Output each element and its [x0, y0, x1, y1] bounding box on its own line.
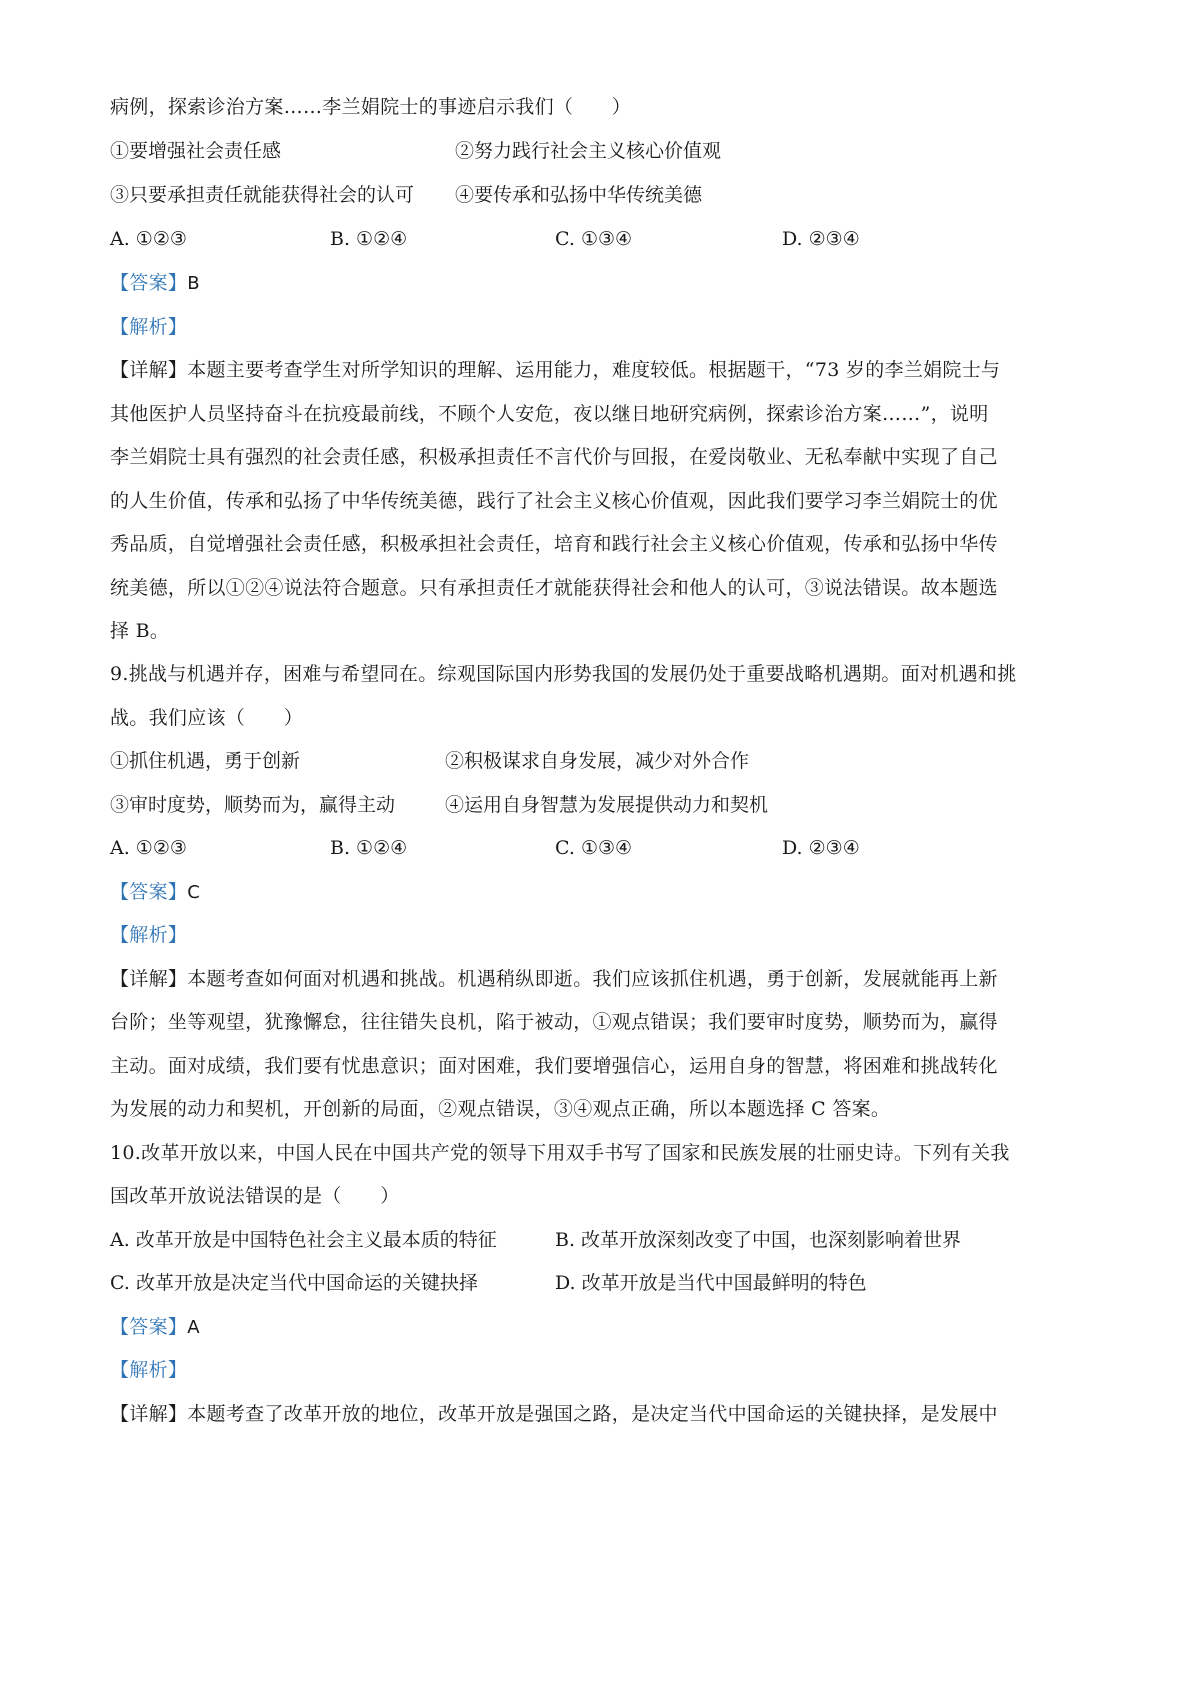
q9-answer [110, 878, 1100, 907]
q8-detail-line-2: 其他医护人员坚持奋斗在抗疫最前线，不顾个人安危，夜以继日地研究病例，探索诊治方案……”，说明 [110, 403, 989, 425]
q10-choice-c: C. 改革开放是决定当代中国命运的关键抉择 [110, 1272, 478, 1294]
q9-item-4: ④运用自身智慧为发展提供动力和契机 [445, 794, 769, 816]
q9-stem-line-2: 战。我们应该（ ） [110, 707, 304, 729]
q10-stem-line-1: 10.改革开放以来，中国人民在中国共产党的领导下用双手书写了国家和民族发展的壮丽史诗。下列有关我 [110, 1142, 1010, 1164]
q8-answer [110, 269, 1100, 298]
detail-tag: 【详解】 [110, 1403, 188, 1425]
answer-value: C [187, 882, 201, 903]
q10-analysis-tag [110, 1356, 1100, 1384]
q8-analysis-tag [110, 313, 1100, 341]
q9-choice-c: C. ①③④ [555, 837, 633, 859]
q9-item-2: ②积极谋求自身发展，减少对外合作 [445, 750, 750, 772]
q8-detail-line-6: 统美德，所以①②④说法符合题意。只有承担责任才就能获得社会和他人的认可，③说法错误。故本题选 [110, 577, 998, 599]
q9-detail-line-2: 台阶；坐等观望，犹豫懈怠，往往错失良机，陷于被动，①观点错误；我们要审时度势，顺势而为，赢得 [110, 1011, 998, 1033]
q8-item-3: ③只要承担责任就能获得社会的认可 [110, 184, 415, 206]
q10-answer [110, 1313, 1100, 1342]
q9-stem-line-1: 9.挑战与机遇并存，困难与希望同在。综观国际国内形势我国的发展仍处于重要战略机遇期。面对机遇和挑 [110, 663, 1017, 685]
detail-text: 本题考查如何面对机遇和挑战。机遇稍纵即逝。我们应该抓住机遇，勇于创新，发展就能再上新 [187, 968, 998, 990]
analysis-tag: 【解析】 [110, 924, 188, 946]
q8-choice-a: A. ①②③ [110, 228, 187, 250]
q9-detail-line-1 [110, 965, 1100, 993]
q9-detail-line-3: 主动。面对成绩，我们要有忧患意识；面对困难，我们要增强信心，运用自身的智慧，将困难和挑战转化 [110, 1055, 998, 1077]
q10-detail-line-1 [110, 1400, 1100, 1428]
q9-choice-a: A. ①②③ [110, 837, 187, 859]
detail-tag: 【详解】 [110, 359, 188, 381]
q9-analysis-tag [110, 921, 1100, 949]
q10-choice-d: D. 改革开放是当代中国最鲜明的特色 [555, 1272, 867, 1294]
detail-text: 本题主要考查学生对所学知识的理解、运用能力，难度较低。根据题干，“73 岁的李兰娟院士与 [187, 359, 1001, 381]
answer-tag: 【答案】 [110, 272, 188, 294]
q8-choice-b: B. ①②④ [330, 228, 408, 250]
q8-detail-line-3: 李兰娟院士具有强烈的社会责任感，积极承担责任不言代价与回报，在爱岗敬业、无私奉献中实现了自己 [110, 446, 998, 468]
detail-tag: 【详解】 [110, 968, 188, 990]
q9-choice-d: D. ②③④ [782, 837, 860, 859]
q9-choice-b: B. ①②④ [330, 837, 408, 859]
q8-detail-line-5: 秀品质，自觉增强社会责任感，积极承担社会责任，培育和践行社会主义核心价值观，传承和弘扬中华传 [110, 533, 998, 555]
q8-item-2: ②努力践行社会主义核心价值观 [455, 140, 722, 162]
q8-stem-tail: 病例，探索诊治方案……李兰娟院士的事迹启示我们（ ） [110, 96, 632, 118]
q9-detail-line-4: 为发展的动力和契机，开创新的局面，②观点错误，③④观点正确，所以本题选择 C 答案。 [110, 1098, 891, 1120]
answer-tag: 【答案】 [110, 1316, 188, 1338]
q9-item-3: ③审时度势，顺势而为，赢得主动 [110, 794, 396, 816]
q10-stem-line-2: 国改革开放说法错误的是（ ） [110, 1185, 400, 1207]
analysis-tag: 【解析】 [110, 1359, 188, 1381]
answer-value: B [187, 273, 200, 294]
detail-text: 本题考查了改革开放的地位，改革开放是强国之路，是决定当代中国命运的关键抉择，是发展中 [187, 1403, 998, 1425]
answer-value: A [187, 1317, 200, 1338]
q8-detail-line-7: 择 B。 [110, 620, 170, 642]
q9-item-1: ①抓住机遇，勇于创新 [110, 750, 301, 772]
q8-item-1: ①要增强社会责任感 [110, 140, 282, 162]
q8-detail-line-4: 的人生价值，传承和弘扬了中华传统美德，践行了社会主义核心价值观，因此我们要学习李兰娟院士的优 [110, 490, 998, 512]
q8-choice-c: C. ①③④ [555, 228, 633, 250]
answer-tag: 【答案】 [110, 881, 188, 903]
q10-choice-a: A. 改革开放是中国特色社会主义最本质的特征 [110, 1229, 497, 1251]
q8-item-4: ④要传承和弘扬中华传统美德 [455, 184, 703, 206]
analysis-tag: 【解析】 [110, 316, 188, 338]
q8-choice-d: D. ②③④ [782, 228, 860, 250]
q8-detail-line-1 [110, 356, 1100, 384]
q10-choice-b: B. 改革开放深刻改变了中国，也深刻影响着世界 [555, 1229, 962, 1251]
